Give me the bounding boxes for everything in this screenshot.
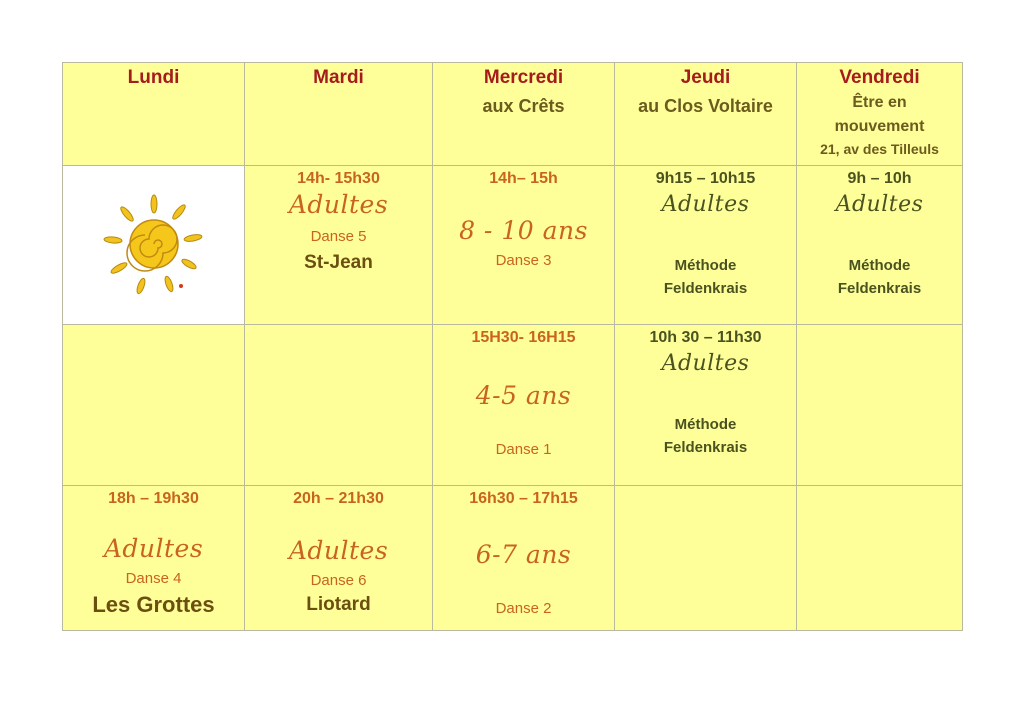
header-vendredi [797,63,963,166]
slot-mardi-2 [245,325,433,486]
time: 14h– 15h [489,170,558,187]
time: 10h 30 – 11h30 [649,329,762,346]
group: 4-5 ans [475,381,572,410]
day-lundi: Lundi [127,67,180,88]
group: Adultes [288,190,389,219]
location-mercredi: aux Crêts [482,96,565,116]
header-jeudi [615,63,797,166]
schedule-table [62,62,963,631]
slot-mardi-1 [245,166,433,325]
level: Danse 1 [495,441,552,458]
header-lundi [63,63,245,166]
day-jeudi: Jeudi [680,67,731,88]
method-line-2: Feldenkrais [663,280,748,297]
group: Adultes [288,536,389,565]
sun-cell [63,166,245,325]
slot-vendredi-3 [797,486,963,631]
place: Liotard [306,594,371,615]
method-line-1: Méthode [674,257,737,274]
schedule-row-1 [63,166,963,325]
day-mercredi: Mercredi [483,67,564,88]
method-line-1: Méthode [848,257,911,274]
day-mardi: Mardi [313,67,364,88]
group: Adultes [103,534,204,563]
slot-vendredi-1 [797,166,963,325]
slot-mercredi-1 [433,166,615,325]
group: Adultes [661,351,750,376]
time: 18h – 19h30 [108,490,199,507]
header-row [63,63,963,166]
place: Les Grottes [92,592,215,617]
time: 9h – 10h [847,170,912,187]
slot-vendredi-2 [797,325,963,486]
header-mardi [245,63,433,166]
slot-jeudi-2 [615,325,797,486]
group: Adultes [835,192,924,217]
place: St-Jean [304,252,373,273]
schedule-row-3 [63,486,963,631]
group: 8 - 10 ans [459,216,588,245]
schedule-row-2 [63,325,963,486]
level: Danse 2 [495,600,552,617]
time: 9h15 – 10h15 [655,170,756,187]
location-jeudi: au Clos Voltaire [638,96,773,116]
slot-mercredi-2 [433,325,615,486]
group: 6-7 ans [475,540,572,569]
location-vendredi-1: Être en [852,94,907,111]
level: Danse 6 [310,572,367,589]
location-vendredi-3: 21, av des Tilleuls [820,141,939,157]
day-vendredi: Vendredi [839,67,920,88]
group: Adultes [661,192,750,217]
slot-mardi-3 [245,486,433,631]
time: 15H30- 16H15 [471,329,576,346]
sun-icon [99,190,209,300]
slot-jeudi-1 [615,166,797,325]
slot-lundi-3 [63,486,245,631]
level: Danse 4 [125,570,182,587]
header-mercredi [433,63,615,166]
time: 16h30 – 17h15 [469,490,578,507]
method-line-1: Méthode [674,416,737,433]
method-line-2: Feldenkrais [837,280,922,297]
slot-mercredi-3 [433,486,615,631]
slot-lundi-2 [63,325,245,486]
level: Danse 3 [495,252,552,269]
slot-jeudi-3 [615,486,797,631]
level: Danse 5 [310,228,367,245]
time: 14h- 15h30 [297,170,380,187]
time: 20h – 21h30 [293,490,384,507]
location-vendredi-2: mouvement [834,118,925,135]
method-line-2: Feldenkrais [663,439,748,456]
